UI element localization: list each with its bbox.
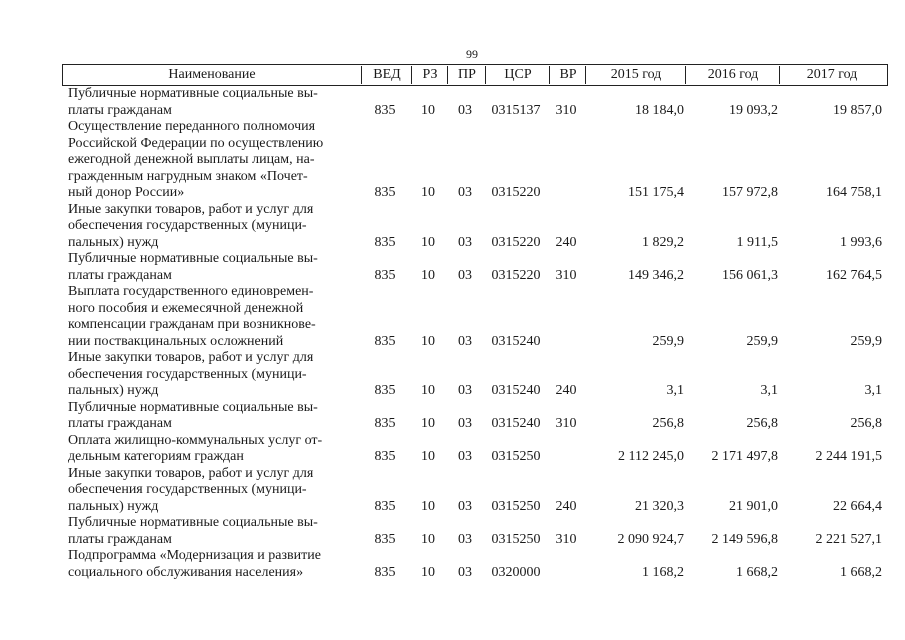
row-name: [68, 515, 340, 548]
header-name: Наименование: [168, 67, 256, 82]
cell-ved: 835: [374, 102, 396, 118]
row-name-line: платы гражданам: [68, 531, 172, 547]
row-name-line: Публичные нормативные социальные вы-: [68, 251, 318, 266]
cell-y2015: 2 112 245,0: [618, 449, 684, 464]
cell-y2017: 3,1: [864, 383, 882, 398]
cell-y2015: 3,1: [666, 383, 684, 398]
table-row: [62, 548, 888, 581]
cell-y2017: 164 758,1: [826, 185, 882, 200]
cell-y2016: 21 901,0: [729, 498, 778, 514]
cell-y2015: 256,8: [652, 416, 684, 431]
header-vr: ВР: [549, 66, 586, 84]
row-name-line: Осуществление переданного полномочия: [68, 119, 316, 134]
cell-vr: 240: [555, 383, 577, 398]
cell-y2016: 1 668,2: [736, 564, 778, 580]
cell-y2016: 1 911,5: [736, 234, 778, 250]
row-name-line: дельным категориям граждан: [68, 449, 244, 464]
row-name-line: Иные закупки товаров, работ и услуг для: [68, 465, 314, 481]
cell-y2017: 22 664,4: [833, 498, 882, 514]
cell-y2017: 259,9: [850, 333, 882, 349]
row-name-line: Иные закупки товаров, работ и услуг для: [68, 201, 314, 217]
cell-ved: 835: [374, 383, 396, 398]
cell-y2015: 1 168,2: [642, 564, 684, 580]
row-name-line: пальных) нужд: [68, 234, 159, 250]
cell-y2015: 149 346,2: [628, 267, 684, 283]
header-ved: ВЕД: [361, 66, 412, 84]
header-2015: 2015 год: [585, 66, 686, 84]
cell-y2017: 256,8: [850, 416, 882, 431]
cell-rz: 10: [421, 267, 435, 283]
row-name: [68, 251, 340, 284]
row-name: [68, 433, 340, 466]
row-name-line: пальных) нужд: [68, 383, 159, 398]
table-header: [62, 64, 888, 86]
cell-pr: 03: [458, 498, 472, 514]
cell-csr: 0315250: [491, 449, 541, 464]
table-body: [62, 86, 888, 581]
cell-pr: 03: [458, 416, 472, 431]
row-name: [68, 466, 340, 516]
row-name-line: платы гражданам: [68, 267, 172, 283]
row-name-line: обеспечения государственных (муници-: [68, 366, 307, 382]
cell-csr: 0315220: [491, 234, 541, 250]
table-row: [62, 515, 888, 548]
cell-csr: 0315220: [491, 267, 541, 283]
cell-csr: 0320000: [491, 564, 541, 580]
row-name-line: Оплата жилищно-коммунальных услуг от-: [68, 432, 323, 448]
cell-y2016: 256,8: [746, 416, 778, 431]
header-pr: ПР: [447, 66, 486, 84]
cell-y2016: 156 061,3: [722, 267, 778, 283]
table-row: [62, 86, 888, 119]
cell-csr: 0315220: [491, 185, 541, 200]
table-row: [62, 119, 888, 202]
cell-pr: 03: [458, 267, 472, 283]
cell-pr: 03: [458, 449, 472, 464]
row-name-line: Российской Федерации по осуществлению: [68, 135, 324, 151]
row-name-line: Подпрограмма «Модернизация и развитие: [68, 548, 321, 563]
row-name-line: обеспечения государственных (муници-: [68, 218, 307, 233]
cell-rz: 10: [421, 333, 435, 349]
cell-y2016: 2 149 596,8: [711, 531, 778, 547]
row-name-line: платы гражданам: [68, 102, 172, 118]
table-row: [62, 350, 888, 400]
cell-pr: 03: [458, 185, 472, 200]
row-name-line: гражденным нагрудным знаком «Почет-: [68, 168, 308, 184]
table-row: [62, 400, 888, 433]
row-name-line: ежегодной денежной выплаты лицам, на-: [68, 152, 315, 167]
cell-pr: 03: [458, 531, 472, 547]
cell-rz: 10: [421, 234, 435, 250]
row-name-line: Публичные нормативные социальные вы-: [68, 399, 318, 415]
row-name-line: Иные закупки товаров, работ и услуг для: [68, 350, 314, 365]
row-name: [68, 548, 340, 581]
row-name-line: пальных) нужд: [68, 498, 159, 514]
cell-y2015: 2 090 924,7: [617, 531, 684, 547]
cell-vr: 310: [555, 267, 577, 283]
header-2017: 2017 год: [779, 66, 884, 84]
cell-rz: 10: [421, 498, 435, 514]
cell-y2015: 18 184,0: [635, 102, 684, 118]
cell-ved: 835: [374, 416, 396, 431]
row-name-line: социального обслуживания населения»: [68, 564, 304, 580]
cell-vr: 240: [555, 234, 577, 250]
row-name-line: нии поствакцинальных осложнений: [68, 333, 284, 349]
header-2016: 2016 год: [685, 66, 780, 84]
table-row: [62, 466, 888, 516]
cell-y2017: 1 993,6: [840, 234, 882, 250]
row-name: [68, 284, 340, 350]
cell-ved: 835: [374, 498, 396, 514]
row-name: [68, 350, 340, 400]
cell-rz: 10: [421, 564, 435, 580]
cell-rz: 10: [421, 531, 435, 547]
cell-ved: 835: [374, 564, 396, 580]
cell-y2016: 3,1: [760, 383, 778, 398]
cell-pr: 03: [458, 102, 472, 118]
cell-vr: 240: [555, 498, 577, 514]
cell-csr: 0315240: [491, 416, 541, 431]
row-name-line: ный донор России»: [68, 185, 185, 200]
cell-y2016: 2 171 497,8: [711, 449, 778, 464]
cell-csr: 0315240: [491, 333, 541, 349]
table-row: [62, 284, 888, 350]
table-row: [62, 202, 888, 252]
cell-ved: 835: [374, 185, 396, 200]
row-name: [68, 119, 340, 202]
cell-y2016: 19 093,2: [729, 102, 778, 118]
row-name-line: Выплата государственного единовремен-: [68, 284, 314, 299]
table-row: [62, 433, 888, 466]
row-name-line: Публичные нормативные социальные вы-: [68, 86, 318, 101]
cell-y2015: 1 829,2: [642, 234, 684, 250]
cell-pr: 03: [458, 333, 472, 349]
cell-y2017: 19 857,0: [833, 102, 882, 118]
cell-pr: 03: [458, 564, 472, 580]
cell-ved: 835: [374, 333, 396, 349]
cell-csr: 0315250: [491, 498, 541, 514]
cell-y2016: 259,9: [746, 333, 778, 349]
row-name: [68, 86, 340, 119]
row-name: [68, 202, 340, 252]
cell-vr: 310: [555, 531, 577, 547]
cell-y2015: 151 175,4: [628, 185, 684, 200]
table-row: [62, 251, 888, 284]
cell-vr: 310: [555, 416, 577, 431]
header-rz: РЗ: [411, 66, 448, 84]
budget-table: [62, 64, 888, 581]
cell-rz: 10: [421, 102, 435, 118]
cell-y2017: 2 221 527,1: [815, 531, 882, 547]
row-name-line: ного пособия и ежемесячной денежной: [68, 300, 304, 316]
row-name-line: Публичные нормативные социальные вы-: [68, 515, 318, 530]
cell-ved: 835: [374, 267, 396, 283]
cell-y2017: 162 764,5: [826, 267, 882, 283]
cell-rz: 10: [421, 383, 435, 398]
cell-y2017: 1 668,2: [840, 564, 882, 580]
cell-rz: 10: [421, 449, 435, 464]
cell-y2015: 21 320,3: [635, 498, 684, 514]
cell-y2017: 2 244 191,5: [815, 449, 882, 464]
page-number: 99: [466, 47, 478, 61]
cell-ved: 835: [374, 234, 396, 250]
cell-csr: 0315250: [491, 531, 541, 547]
cell-ved: 835: [374, 531, 396, 547]
cell-vr: 310: [555, 102, 577, 118]
cell-pr: 03: [458, 234, 472, 250]
cell-csr: 0315137: [491, 102, 541, 118]
cell-y2016: 157 972,8: [722, 185, 778, 200]
row-name-line: обеспечения государственных (муници-: [68, 482, 307, 497]
cell-ved: 835: [374, 449, 396, 464]
cell-csr: 0315240: [491, 383, 541, 398]
row-name: [68, 400, 340, 433]
cell-pr: 03: [458, 383, 472, 398]
cell-rz: 10: [421, 185, 435, 200]
cell-y2015: 259,9: [652, 333, 684, 349]
row-name-line: платы гражданам: [68, 416, 172, 431]
header-csr: ЦСР: [485, 66, 550, 84]
cell-rz: 10: [421, 416, 435, 431]
row-name-line: компенсации гражданам при возникнове-: [68, 317, 316, 332]
